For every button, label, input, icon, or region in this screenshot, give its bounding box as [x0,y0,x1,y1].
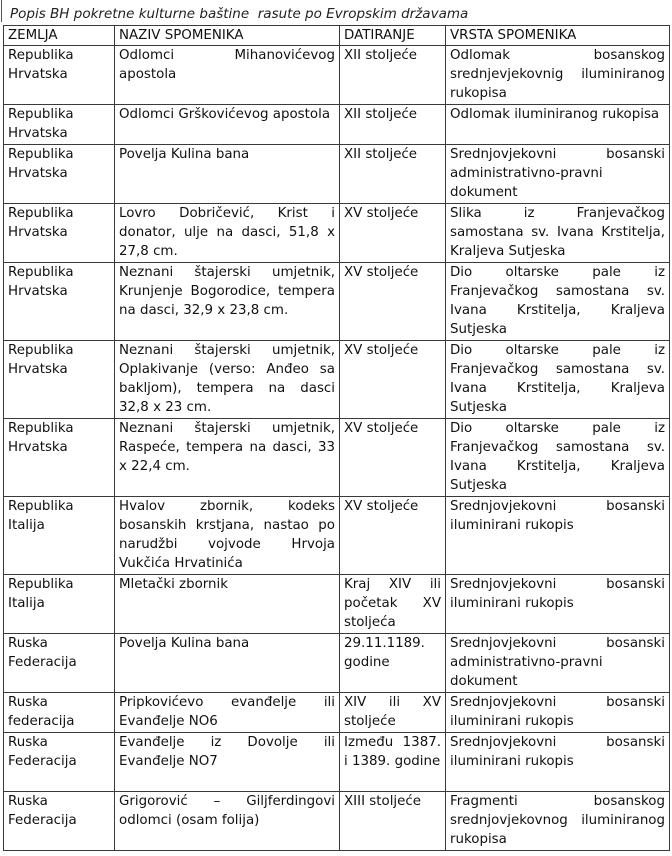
cell-vrsta: Dio oltarske pale iz Franjevačkog samostana sv. Ivana Krstitelja, Kraljeva Sutjeska [446,263,670,341]
cell-vrsta: Srednjovjekovni bosanski iluminirani rukopis [446,575,670,634]
table-row [4,792,670,851]
cell-zemlja: Ruska Federacija [4,733,115,792]
cell-datiranje: 29.11.1189. godine [340,634,446,693]
cell-zemlja: Republika Hrvatska [4,105,115,145]
cell-vrsta: Dio oltarske pale iz Franjevačkog samostana sv. Ivana Krstitelja, Kraljeva Sutjeska [446,419,670,497]
cell-zemlja: Republika Italija [4,575,115,634]
table-row [4,634,670,693]
cell-naziv: Odlomci Grškovićevog apostola [115,105,340,145]
cell-zemlja: Republika Hrvatska [4,341,115,419]
cell-naziv: Mletački zbornik [115,575,340,634]
cell-datiranje: XII stoljeće [340,105,446,145]
cell-vrsta: Srednjovjekovni bosanski administrativno-pravni dokument [446,145,670,204]
header-zemlja: ZEMLJA [4,26,115,46]
table-row [4,263,670,341]
header-vrsta: VRSTA SPOMENIKA [446,26,670,46]
cell-vrsta: Fragmenti bosanskog srednjovjekovnog iluminiranog rukopisa [446,792,670,851]
heritage-table [3,25,670,851]
table-caption: Popis BH pokretne kulturne baštine rasute po Evropskim državama [10,6,469,22]
cell-datiranje: Kraj XIV ili početak XV stoljeća [340,575,446,634]
header-naziv: NAZIV SPOMENIKA [115,26,340,46]
cell-vrsta: Odlomak iluminiranog rukopisa [446,105,670,145]
cell-naziv: Neznani štajerski umjetnik, Oplakivanje (verso: Anđeo sa bakljom), tempera na dasci 32,8 x 23 cm. [115,341,340,419]
cell-naziv: Evanđelje iz Dovolje ili Evanđelje NO7 [115,733,340,792]
cell-vrsta: Srednjovjekovni bosanski administrativno-pravni dokument [446,634,670,693]
table-row [4,105,670,145]
cell-datiranje: XIV ili XV stoljeće [340,693,446,733]
cell-naziv: Pripkovićevo evanđelje ili Evanđelje NO6 [115,693,340,733]
table-row [4,46,670,105]
cell-zemlja: Ruska federacija [4,693,115,733]
cell-zemlja: Republika Hrvatska [4,204,115,263]
cell-zemlja: Republika Hrvatska [4,46,115,105]
cell-zemlja: Republika Hrvatska [4,263,115,341]
cell-naziv: Lovro Dobričević, Krist i donator, ulje na dasci, 51,8 x 27,8 cm. [115,204,340,263]
cell-datiranje: XV stoljeće [340,263,446,341]
cell-naziv: Povelja Kulina bana [115,145,340,204]
cell-datiranje: XV stoljeće [340,341,446,419]
header-row [4,26,670,46]
cell-naziv: Povelja Kulina bana [115,634,340,693]
cell-vrsta: Srednjovjekovni bosanski iluminirani rukopis [446,693,670,733]
cell-zemlja: Ruska Federacija [4,792,115,851]
table-row [4,341,670,419]
left-margin-rule [1,0,2,22]
cell-datiranje: XV stoljeće [340,497,446,575]
cell-datiranje: XII stoljeće [340,46,446,105]
cell-vrsta: Srednjovjekovni bosanski iluminirani rukopis [446,497,670,575]
cell-datiranje: Između 1387. i 1389. godine [340,733,446,792]
cell-naziv: Neznani štajerski umjetnik, Krunjenje Bogorodice, tempera na dasci, 32,9 x 23,8 cm. [115,263,340,341]
cell-zemlja: Republika Hrvatska [4,145,115,204]
header-datiranje: DATIRANJE [340,26,446,46]
cell-datiranje: XV stoljeće [340,204,446,263]
cell-zemlja: Republika Italija [4,497,115,575]
table-row [4,693,670,733]
cell-naziv: Hvalov zbornik, kodeks bosanskih krstjana, nastao po narudžbi vojvode Hrvoja Vukčića Hrvatinića [115,497,340,575]
cell-vrsta: Odlomak bosanskog srednjevjekovnig iluminiranog rukopisa [446,46,670,105]
table-row [4,733,670,792]
cell-datiranje: XIII stoljeće [340,792,446,851]
table-row [4,204,670,263]
table-row [4,575,670,634]
cell-naziv: Odlomci Mihanovićevog apostola [115,46,340,105]
table-row [4,497,670,575]
table-row [4,419,670,497]
cell-datiranje: XV stoljeće [340,419,446,497]
cell-vrsta: Srednjovjekovni bosanski iluminirani rukopis [446,733,670,792]
cell-naziv: Neznani štajerski umjetnik, Raspeće, tempera na dasci, 33 x 22,4 cm. [115,419,340,497]
cell-zemlja: Republika Hrvatska [4,419,115,497]
table-row [4,145,670,204]
cell-vrsta: Slika iz Franjevačkog samostana sv. Ivana Krstitelja, Kraljeva Sutjeska [446,204,670,263]
cell-naziv: Grigorović – Giljferdingovi odlomci (osam folija) [115,792,340,851]
cell-datiranje: XII stoljeće [340,145,446,204]
cell-vrsta: Dio oltarske pale iz Franjevačkog samostana sv. Ivana Krstitelja, Kraljeva Sutjeska [446,341,670,419]
cell-zemlja: Ruska Federacija [4,634,115,693]
